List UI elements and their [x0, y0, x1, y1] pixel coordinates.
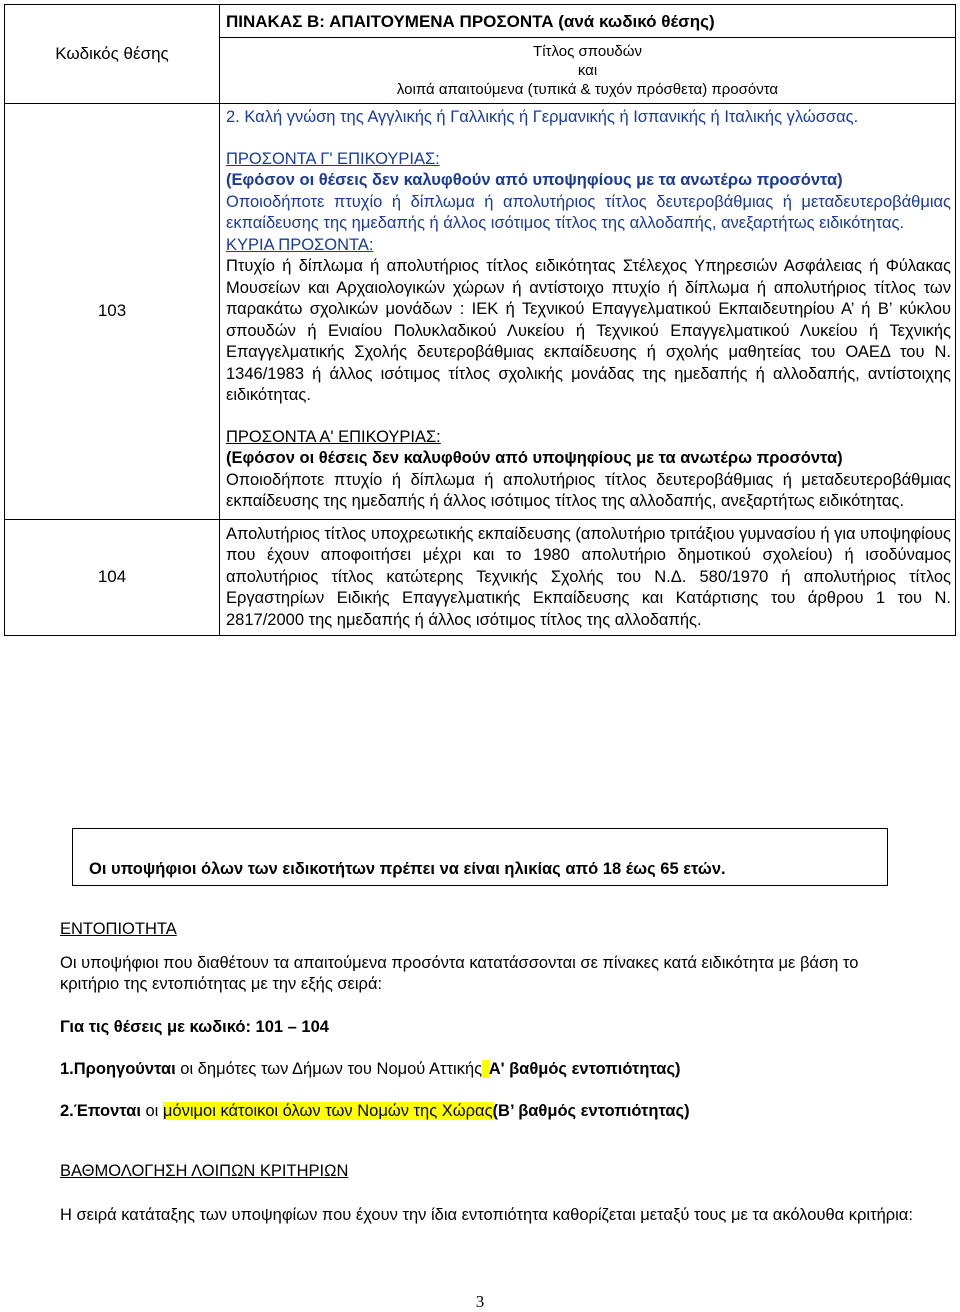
header-line-3: λοιπά απαιτούμενα (τυπικά & τυχόν πρόσθετα) προσόντα	[396, 81, 779, 98]
item-2-bold: 2.Έπονται	[60, 1101, 141, 1120]
g-support-heading: ΠΡΟΣΟΝΤΑ Γ' ΕΠΙΚΟΥΡΙΑΣ:	[226, 149, 440, 168]
page-number: 3	[475, 1292, 485, 1311]
qualifications-cell-104	[220, 519, 956, 636]
language-requirement: 2. Καλή γνώση της Αγγλικής ή Γαλλικής ή Γερμανικής ή Ισπανικής ή Ιταλικής γλώσσας.	[226, 108, 859, 126]
qualifications-cell-103	[220, 104, 956, 520]
header-line-1: Τίτλος σπουδών	[533, 43, 642, 60]
age-note: Οι υποψήφιοι όλων των ειδικοτήτων πρέπει να είναι ηλικίας από 18 έως 65 ετών.	[89, 860, 726, 878]
a-support-subheading: (Εφόσον οι θέσεις δεν καλυφθούν από υποψηφίους με τα ανωτέρω προσόντα)	[226, 449, 843, 467]
item-2-degree: (Β’ βαθμός εντοπιότητας)	[492, 1101, 690, 1120]
code-cell-104	[5, 519, 220, 636]
item-1-degree: Α' βαθμός εντοπιότητας)	[488, 1060, 681, 1078]
age-note-box	[72, 828, 888, 886]
table-row-103	[5, 104, 956, 520]
scoring-section	[60, 1161, 920, 1226]
qualifications-column-header	[220, 38, 956, 104]
code-103: 103	[97, 301, 127, 321]
g-support-subheading: (Εφόσον οι θέσεις δεν καλυφθούν από υποψηφίους με τα ανωτέρω προσόντα)	[226, 171, 843, 189]
a-support-text: Οποιοδήποτε πτυχίο ή δίπλωμα ή απολυτήριος τίτλος δευτεροβάθμιας ή μεταδευτεροβάθμιας εκπαίδευσης της ημεδαπής ή άλλος ισότιμος τίτλος της αλλοδαπής, ανεξαρτήτως ειδικότητας.	[226, 470, 951, 510]
locality-item-1	[60, 1059, 920, 1081]
table-row-104	[5, 519, 956, 636]
requirements-table	[4, 4, 956, 636]
code-104: 104	[97, 567, 127, 587]
locality-codes: Για τις θέσεις με κωδικό: 101 – 104	[60, 1017, 329, 1036]
code-column-header-label: Κωδικός θέσης	[55, 44, 169, 63]
item-1-text: οι δημότες των Δήμων του Νομού Αττικής	[175, 1060, 483, 1078]
table-title: ΠΙΝΑΚΑΣ Β: ΑΠΑΙΤΟΥΜΕΝΑ ΠΡΟΣΟΝΤΑ (ανά κωδικό θέσης)	[220, 5, 956, 38]
item-2-highlight: μόνιμοι κάτοικοι όλων των Νομών της Χώρας	[162, 1101, 493, 1120]
row-104-text: Απολυτήριος τίτλος υποχρεωτικής εκπαίδευσης (απολυτήριο τριτάξιου γυμνασίου ή για υποψηφίους που έχουν αποφοιτήσει μέχρι και το 1980 απολυτήριο δημοτικού σχολείου) ή ισοδύναμος απολυτήριος τίτλος κατώτερης Τεχνικής Σχολής του Ν.Δ. 580/1970 ή απολυτήριος τίτλος Εργαστηρίων Ειδικής Επαγγελματικής Εκπαίδευσης και Κατάρτισης του άρθρου 1 του Ν. 2817/2000 της ημεδαπής ή άλλος ισότιμος τίτλος της αλλοδαπής.	[226, 524, 951, 629]
locality-intro: Οι υποψήφιοι που διαθέτουν τα απαιτούμενα προσόντα κατατάσσονται σε πίνακες κατά ειδικότητα με βάση το κριτήριο της εντοπιότητας με την εξής σειρά:	[60, 953, 859, 993]
locality-heading: ΕΝΤΟΠΙΟΤΗΤΑ	[60, 920, 177, 938]
main-quals-heading: ΚΥΡΙΑ ΠΡΟΣΟΝΤΑ:	[226, 235, 374, 254]
locality-section	[60, 919, 920, 1122]
header-line-2: και	[577, 62, 598, 79]
a-support-heading: ΠΡΟΣΟΝΤΑ Α' ΕΠΙΚΟΥΡΙΑΣ:	[226, 427, 441, 446]
item-2-text-pre: οι	[140, 1101, 163, 1120]
scoring-heading: ΒΑΘΜΟΛΟΓΗΣΗ ΛΟΙΠΩΝ ΚΡΙΤΗΡΙΩΝ	[60, 1162, 349, 1180]
g-support-text: Οποιοδήποτε πτυχίο ή δίπλωμα ή απολυτήριος τίτλος δευτεροβάθμιας ή μεταδευτεροβάθμιας εκπαίδευσης της ημεδαπής ή άλλος ισότιμος τίτλος της αλλοδαπής, ανεξαρτήτως ειδικότητας.	[226, 192, 951, 232]
code-cell-103	[5, 104, 220, 520]
locality-item-2	[60, 1101, 920, 1123]
table-title-row	[5, 5, 956, 38]
item-1-bold: 1.Προηγούνται	[60, 1060, 176, 1078]
scoring-text: Η σειρά κατάταξης των υποψηφίων που έχουν την ίδια εντοπιότητα καθορίζεται μεταξύ τους με τα ακόλουθα κριτήρια:	[60, 1205, 913, 1224]
code-column-header	[5, 5, 220, 104]
main-quals-text: Πτυχίο ή δίπλωμα ή απολυτήριος τίτλος ειδικότητας Στέλεχος Υπηρεσιών Ασφάλειας ή Φύλακας Μουσείων και Αρχαιολογικών χώρων ή αντίστοιχο πτυχίο ή δίπλωμα ή απολυτήριος τίτλος των παρακάτω σχολικών μονάδων : ΙΕΚ ή Τεχνικού Επαγγελματικού Εκπαιδευτηρίου Α’ ή Β’ κύκλου σπουδών ή Ενιαίου Πολυκλαδικού Λυκείου ή Τεχνικού Επαγγελματικού Λυκείου ή Τεχνικής Επαγγελματικής Σχολής δευτεροβάθμιας εκπαίδευσης ή σχολής μαθητείας του ΟΑΕΔ του Ν. 1346/1983 ή άλλος ισότιμος τίτλος σχολικής μονάδας της ημεδαπής ή αλλοδαπής, αντίστοιχης ειδικότητας.	[226, 257, 951, 404]
